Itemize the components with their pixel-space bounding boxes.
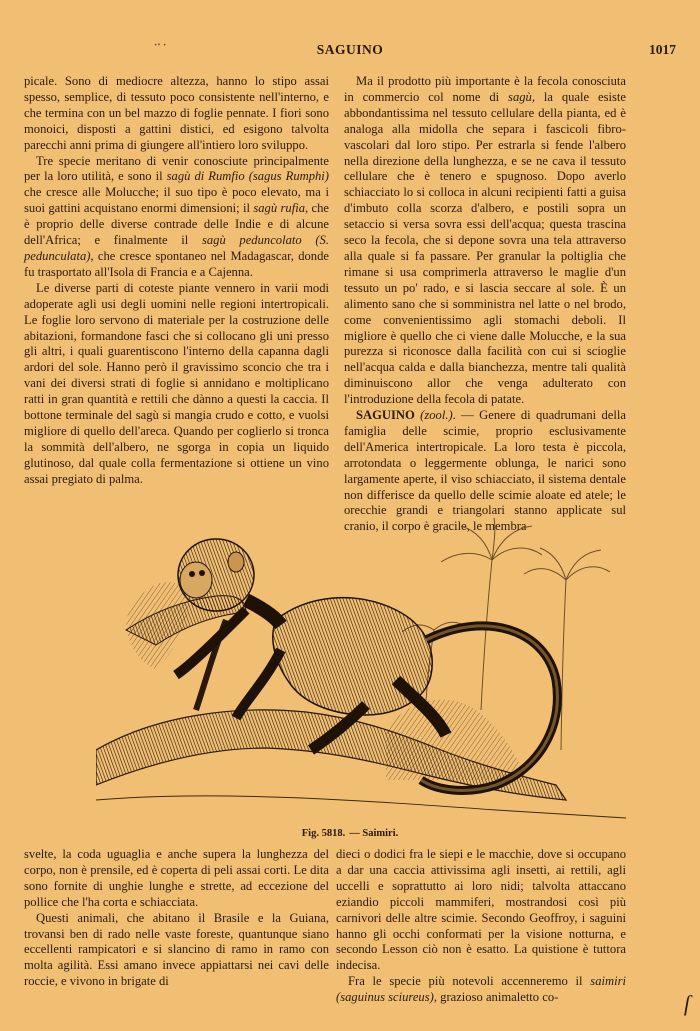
column-right-top	[344, 74, 626, 535]
figure-caption	[24, 828, 676, 839]
paragraph: Le diverse parti di coteste piante vennero in varii modi adoperate agli usi degli uomini nelle regioni intertropicali. Le foglie loro servono di materiale per la costruzione delle abitazioni, formandone fasci che si collocano gli uni presso gli altri, i quali guarentiscono l'interno della capanna dagli ardori del sole. Hanno però il gravissimo sconcio che tra i vani dei diversi strati di foglie si annidano e moltiplicano ratti in gran quantità e rettili che dànno a questi la caccia. Il bottone terminale del sagù si mangia crudo e cotto, e vuolsi migliore di quello dell'areca. Quando per coglierlo si tronca la sommità dell'albero, ne sgorga in copia un liquido glutinoso, dal quale colla fermentazione si ottiene un vino assai pregiato di palma.	[24, 280, 329, 486]
paragraph: Ma il prodotto più importante è la fecola conosciuta in commercio col nome di sagù, la quale esiste abbondantissima nel tessuto cellulare della pianta, ed è analoga alla midolla che separa i fascicoli fibro-vascolari dal loro stipo. Per estrarla si fende l'albero nella direzione della lunghezza, e se ne cava il tessuto cellulare che è tenero e spugnoso. Dopo averlo schiacciato lo si colloca in alcuni recipienti fatti a guisa d'imbuto colla scorza d'albero, e postili sopra un setaccio si versa sovra essi dell'acqua; questa trascina seco la fecola, che si depone sovra una tela attraverso alla quale si fa passare. Per granular la poltiglia che rimane si usa comprimerla attraverso le maglie d'un tessuto un po' rado, e si lascia seccare al sole. È un alimento sano che si somministra nel latte o nel brodo, come convenientissimo agli stomachi deboli. Il migliore è quello che ci viene dalle Molucche, e la sua purezza si riconosce dalla facilità con cui si scioglie nell'acqua calda e dalla bianchezza, mentre tali qualità diminuiscono allor che venga adulterato con l'introduzione della fecola di patate.	[344, 74, 626, 407]
figure-number: Fig. 5818.	[301, 828, 346, 839]
paragraph: picale. Sono di mediocre altezza, hanno lo stipo assai spesso, semplice, di tessuto poco consistente nell'interno, e che termina con un bel mazzo di foglie pennate. I fiori sono monoici, disposti a gattini distici, ed esigono talvolta parecchi anni prima di giungere all'intiero loro sviluppo.	[24, 74, 329, 152]
monkey-engraving	[96, 500, 626, 822]
column-left-bottom	[24, 847, 329, 990]
entry-headword: SAGUINO	[356, 408, 415, 423]
column-right-bottom	[336, 847, 626, 1006]
header-ornament: ·‧ ·	[154, 40, 167, 51]
paragraph: Tre specie meritano di venir conosciute principalmente per la loro utilità, e sono il sagù di Rumfio (sagus Rumphi) che cresce alle Molucche; il suo tipo è poco elevato, ma i suoi gattini acquistano enormi dimensioni; il sagù rufia, che è proprio delle diverse contrade delle Indie e di alcune dell'Africa; e finalmente il sagù peduncolato (S. pedunculata), che cresce spontaneo nel Madagascar, donde fu trasportato all'Isola di Francia e a Cajenna.	[24, 153, 330, 279]
entry-paragraph: SAGUINO (zool.). — Genere di quadrumani della famiglia delle scimie, proprio esclusivamente dell'America intertropicale. La loro testa è piccola, arrotondata o leggermente oblunga, le narici sono largamente aperte, il viso schiacciato, il sistema dentale non differisce da quello delle scimie aloate ed atele; le orecchie grandi e triangolari stanno applicate sul cranio, il corpo è gracile, le membra	[344, 408, 626, 534]
running-header	[24, 42, 676, 62]
paragraph: Fra le specie più notevoli accenneremo il saimiri (saguinus sciureus), grazioso animaletto co-	[336, 974, 626, 1005]
page-number: 1017	[649, 42, 676, 57]
corner-mark: ſ	[683, 991, 690, 1016]
paragraph: Questi animali, che abitano il Brasile e la Guiana, trovansi ben di rado nelle vaste foreste, quantunque siano eccellenti rampicatori e si slancino di ramo in ramo con molta agilità. Essi amano invece appiattarsi nei cavi delle roccie, e vivono in brigate di	[24, 910, 329, 989]
figure-title: — Saimiri.	[349, 828, 399, 839]
page-title: SAGUINO	[316, 42, 384, 57]
paragraph: svelte, la coda uguaglia e anche supera la lunghezza del corpo, non è prensile, ed è coperta di peli assai corti. Le dita sono fornite di unghie lunghe e strette, ad eccezione del pollice che l'ha corta e schiacciata.	[24, 847, 329, 909]
column-left-top	[24, 74, 329, 488]
paragraph: dieci o dodici fra le siepi e le macchie, dove si occupano a dar una caccia attivissima agli insetti, ai rettili, agli uccelli e soprattutto ai loro nidi; talvolta attaccano eziandio piccoli mammiferi, mostrandosi così più carnivori delle altre scimie. Secondo Geoffroy, i saguini hanno gli occhi conformati per la visione notturna, e secondo Lesson ciò non è esatto. La quistione è tuttora indecisa.	[336, 847, 626, 973]
